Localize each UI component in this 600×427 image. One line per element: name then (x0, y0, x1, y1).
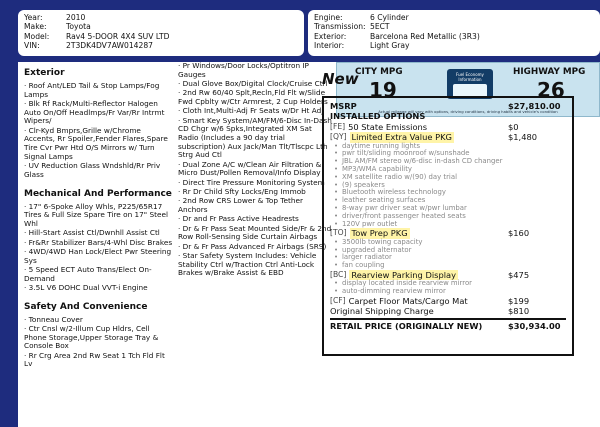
model-label: Model: (24, 31, 50, 41)
feature-item: · Rr Crg Area 2nd Rw Seat 1 Tch Fld Flt Lv (24, 350, 165, 369)
feature-item: · UV Reduction Glass Wndshld/Rr Priv Glass (24, 161, 161, 179)
city-mpg-label: CITY MPG (355, 67, 403, 77)
option-row (330, 122, 566, 132)
option-name: Limited Extra Value PKG (351, 132, 452, 143)
feature-item: · 2nd Rw 60/40 Splt,Recln,Fld Flt w/Slide Fwd Cpblty w/Ctr Armrest, 2 Cup Holders (178, 88, 328, 106)
option-detail: • (9) speakers (330, 182, 566, 190)
option-name: Rearview Parking Display (351, 269, 457, 280)
feature-item: · Hill-Start Assist Ctl/Dwnhll Assist Ctl (24, 228, 160, 238)
feature-item: · Fr&Rr Stabilizer Bars/4-Whl Disc Brakes (24, 237, 173, 247)
mechanical-heading: Mechanical And Performance (24, 188, 172, 199)
exterior-color-label: Exterior: (314, 31, 347, 41)
feature-item: · Cloth Int,Multi-Adj Fr Seats w/Dr Ht Adj (178, 106, 324, 116)
option-detail: • XM satellite radio w/(90) day trial (330, 174, 566, 182)
option-name: Carpet Floor Mats/Cargo Mat (348, 295, 468, 306)
option-detail: • driver/front passenger heated seats (330, 213, 566, 221)
msrp-row (330, 101, 566, 111)
option-price: $0 (508, 121, 519, 132)
city-mpg-value: 19 (369, 78, 397, 102)
interior-color-label: Interior: (314, 41, 345, 51)
feature-item: · 17" 6-Spoke Alloy Whls, P225/65R17 Tires & Full Size Spare Tire on 17" Steel Whl (24, 201, 168, 228)
feature-item: · Roof Ant/LED Tail & Stop Lamps/Fog Lamps (24, 81, 160, 99)
feature-item: · 3.5L V6 DOHC Dual VVT-i Engine (24, 282, 148, 292)
price-box (322, 96, 574, 356)
option-detail: • daytime running lights (330, 143, 566, 151)
feature-item: · Star Safety System Includes: Vehicle Stability Ctrl w/Traction Ctrl Anti-Lock Brakes w/Brake Assist & EBD (178, 250, 317, 278)
engine-value: 6 Cylinder (370, 13, 409, 22)
fuel-pump-icon (447, 69, 493, 99)
feature-item: · Dr & Fr Pass Seat Mounted Side/Fr & 2nd Row Roll-Sensing Side Curtain Airbags (178, 223, 332, 242)
mileage-note: Actual mileage will vary with options, driving conditions, driving habits and vehicle's condition (378, 109, 558, 114)
vin-label: VIN: (24, 41, 40, 51)
option-price: $475 (508, 269, 530, 280)
option-price: $199 (508, 295, 530, 306)
feature-item: · 2nd Row CRS Lower & Top Tether Anchors (178, 196, 303, 214)
new-label: New (322, 70, 359, 88)
shipping-value: $810 (508, 306, 530, 317)
make-value: Toyota (66, 22, 91, 32)
make-label: Make: (24, 22, 47, 32)
exterior-heading: Exterior (24, 68, 65, 78)
option-detail: • MP3/WMA capability (330, 166, 566, 174)
feature-item: · 4WD/4WD Han Lock/Elect Pwr Steering Sys (24, 246, 172, 265)
feature-item: · Direct Tire Pressure Monitoring System (178, 177, 325, 187)
feature-item: · Dual Glove Box/Digital Clock/Cruise Ctrl (178, 79, 328, 88)
feature-item: · Tonneau Cover (24, 314, 83, 324)
transmission-value: 5ECT (370, 22, 390, 32)
option-detail: • leather seating surfaces (330, 197, 566, 205)
option-detail: • auto-dimming rearview mirror (330, 288, 566, 296)
feature-item: · 5 Speed ECT Auto Trans/Elect On-Demand (24, 264, 152, 283)
shipping-label: Original Shipping Charge (330, 306, 434, 317)
option-name: Tow Prep PKG (351, 228, 408, 239)
retail-label: RETAIL PRICE (ORIGINALLY NEW) (330, 320, 483, 331)
option-code: [BC] (330, 269, 347, 279)
option-row (330, 296, 566, 306)
vin-value: 2T3DK4DV7AW014287 (66, 41, 153, 51)
feature-item: · Dr & Fr Pass Advanced Fr Airbags (SRS) (178, 241, 327, 251)
year-value: 2010 (66, 13, 86, 22)
year-label: Year: (24, 13, 43, 22)
fuel-economy-label: Fuel Economy Information (456, 72, 484, 82)
model-value: Rav4 5-DOOR 4X4 SUV LTD (66, 31, 170, 41)
retail-row (330, 321, 566, 331)
msrp-label: MSRP (330, 101, 357, 111)
option-code: [FE] (330, 121, 346, 131)
features-column-1 (24, 68, 174, 378)
option-detail: • 8-way pwr driver seat w/pwr lumbar (330, 205, 566, 213)
option-detail: • fan coupling (330, 262, 566, 270)
option-code: [QY] (330, 132, 347, 142)
vehicle-info-right (308, 10, 600, 56)
vehicle-info-left (18, 10, 304, 56)
option-detail: • upgraded alternator (330, 247, 566, 255)
feature-item: · Blk Rf Rack/Multi-Reflector Halogen Auto On/Off Headlmps/Fr Var/Rr Intrmt Wipers/ (24, 99, 165, 126)
highway-mpg-value: 26 (537, 78, 565, 102)
shipping-row (330, 306, 566, 316)
option-detail: • larger radiator (330, 254, 566, 262)
feature-item: · Dual Zone A/C w/Clean Air Filtration & Micro Dust/Pollen Removal/Info Display (178, 159, 322, 178)
retail-value: $30,934.00 (508, 320, 561, 331)
exterior-color-value: Barcelona Red Metallic (3R3) (370, 31, 480, 41)
feature-item: · Dr and Fr Pass Active Headrests (178, 214, 299, 224)
feature-item: · Rr Dr Child Sfty Locks/Eng Immob (178, 187, 306, 196)
engine-label: Engine: (314, 13, 343, 22)
msrp-value: $27,810.00 (508, 101, 561, 111)
interior-color-value: Light Gray (370, 41, 410, 51)
feature-item: · Ctr Cnsl w/2-Illum Cup Hldrs, Cell Phone Storage,Upper Storage Tray & Console Box (24, 323, 159, 351)
option-detail: • display located inside rearview mirror (330, 280, 566, 288)
feature-item: · Smart Key System/AM/FM/6-Disc In-Dash CD Chgr w/6 Spks,Integrated XM Sat Radio (Includes a 90 day trial subscription) Aux Jack/Man Tlt/Tlscpc Lth Strg Aud Ctl (178, 115, 332, 160)
option-detail: • Bluetooth wireless technology (330, 189, 566, 197)
feature-item: · Pr Windows/Door Locks/Optitron IP Gauges (178, 61, 309, 79)
feature-item: · Clr-Kyd Bmprs,Grille w/Chrome Accents, Rr Spoiler,Fender Flares,Spare Tire Cvr Pwr Htd O/S Mirrors w/ Turn Signal Lamps (24, 125, 168, 161)
option-name: 50 State Emissions (348, 121, 428, 132)
option-detail: • 3500lb towing capacity (330, 239, 566, 247)
option-price: $160 (508, 228, 530, 239)
option-detail: • 120V pwr outlet (330, 221, 566, 229)
option-code: [TO] (330, 228, 347, 238)
features-column-2 (178, 62, 332, 279)
option-detail: • pwr tilt/sliding moonroof w/sunshade (330, 150, 566, 158)
option-code: [CF] (330, 295, 346, 305)
option-detail: • JBL AM/FM stereo w/6-disc in-dash CD changer (330, 158, 566, 166)
transmission-label: Transmission: (314, 22, 366, 32)
highway-mpg-label: HIGHWAY MPG (513, 67, 586, 77)
safety-heading: Safety And Convenience (24, 301, 148, 312)
option-price: $1,480 (508, 132, 538, 143)
installed-options-heading: INSTALLED OPTIONS (330, 111, 426, 122)
